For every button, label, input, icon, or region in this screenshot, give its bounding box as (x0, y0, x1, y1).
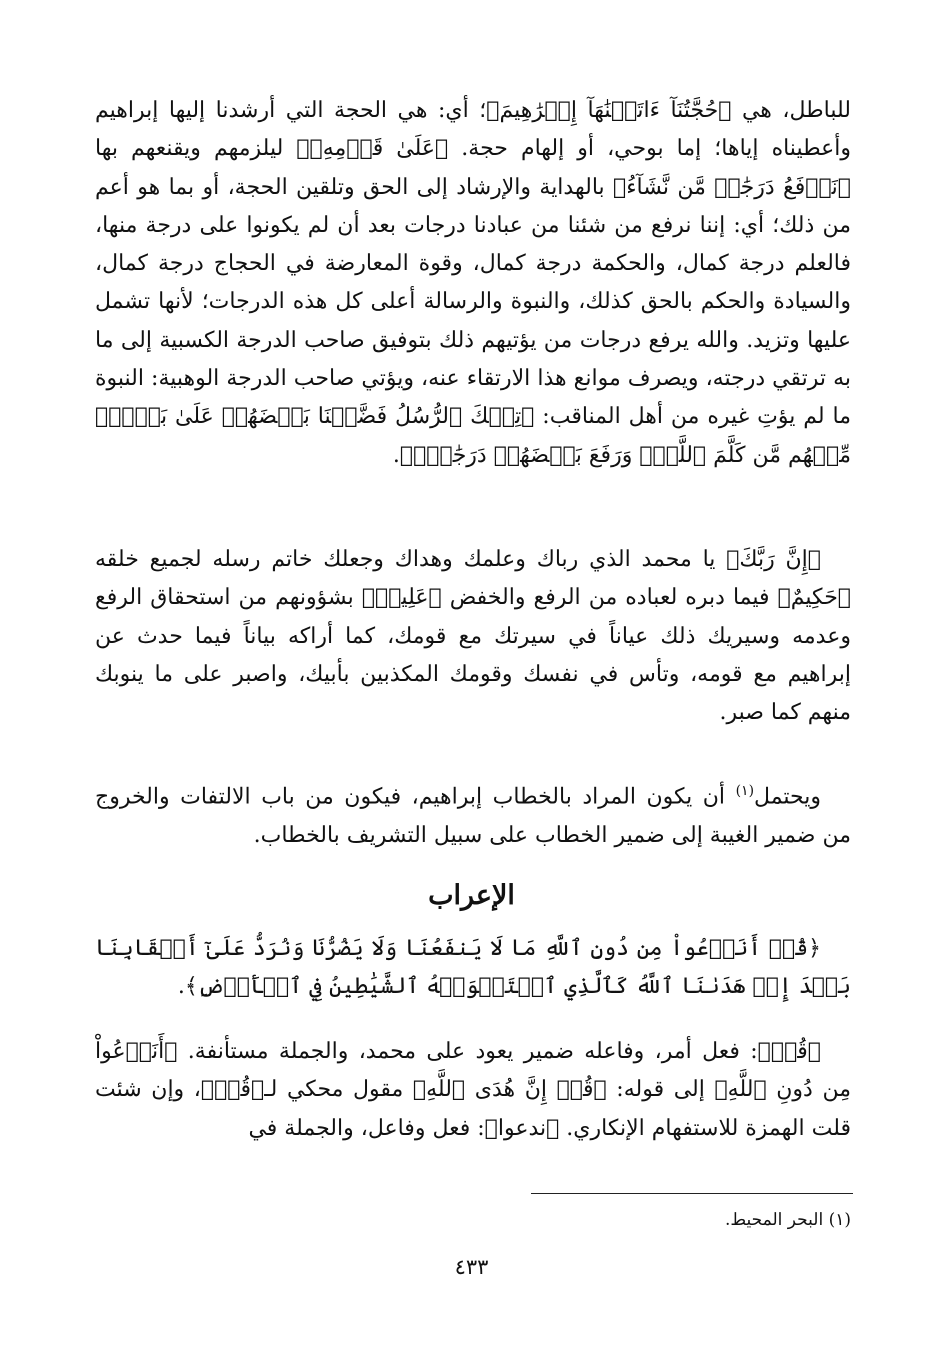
paragraph-text: ﴿قُلۡ﴾: فعل أمر، وفاعله ضمير يعود على محمد، والجملة مستأنفة. ﴿أَنَدۡعُواْ مِن دُونِ ٱللَّهِ﴾ إلى قوله: ﴿قُلۡ إِنَّ هُدَى ٱللَّهِ﴾ مقول محكي لـ﴿قُلۡ﴾، وإن شئت قلت الهمزة للاستفهام الإنكاري. ﴿ندعوا﴾: فعل وفاعل، والجملة في (95, 1039, 851, 1141)
section-heading: الإعراب (428, 880, 515, 911)
commentary-paragraph-2 (95, 541, 851, 732)
quran-verse-block (95, 930, 851, 1007)
paragraph-text: ﴿إِنَّ رَبَّكَ﴾ يا محمد الذي رباك وعلمك وهداك وجعلك خاتم رسله لجميع خلقه ﴿حَكِيمٌ﴾ فيما دبره لعباده من الرفع والخفض ﴿عَلِيمٞ﴾ بشؤونهم من استحقاق الرفع وعدمه وسيريك ذلك عياناً في سيرتك مع قومك، كما أراكه بياناً فيما حدث عن إبراهيم مع قومه، وتأس في نفسك وقومك المكذبين بأبيك، واصبر على ما ينوبك منهم كما صبر. (95, 547, 851, 726)
grammar-paragraph (95, 1033, 851, 1148)
verse-text: ﴿قُلۡ أَنَدۡعُواْ مِن دُونِ ٱللَّهِ مَا لَا يَنفَعُنَا وَلَا يَضُرُّنَا وَنُرَدُّ عَلَىٰٓ أَعۡقَابِنَا بَعۡدَ إِذۡ هَدَىٰنَا ٱللَّهُ كَٱلَّذِي ٱسۡتَهۡوَتۡهُ ٱلشَّيَٰطِينُ فِي ٱلۡأَرۡضِ﴾. (95, 936, 851, 1000)
paragraph-text: للباطل، هي ﴿حُجَّتُنَآ ءَاتَيۡنَٰهَآ إِبۡرَٰهِيمَ﴾؛ أي: هي الحجة التي أرشدنا إليها إبراهيم وأعطيناه إياها؛ إما بوحي، أو إلهام حجة. ﴿عَلَىٰ قَوۡمِهِۦ﴾ ليلزمهم ويقنعهم بها ﴿نَرۡفَعُ دَرَجَٰتٖ مَّن نَّشَآءُ﴾ بالهداية والإرشاد إلى الحق وتلقين الحجة، أو بما هو أعم من ذلك؛ أي: إننا نرفع من شئنا من عبادنا درجات بعد أن لم يكونوا على درجة منها، فالعلم درجة كمال، والحكمة درجة كمال، وقوة المعارضة في الحجاج درجة كمال، والسيادة والحكم بالحق كذلك، والنبوة والرسالة أعلى كل هذه الدرجات؛ لأنها تشمل عليها وتزيد. والله يرفع درجات من يؤتيهم ذلك بتوفيق صاحب الدرجة الكسبية إلى ما به ترتقي درجته، ويصرف موانع هذا الارتقاء عنه، ويؤتي صاحب الدرجة الوهبية: النبوة ما لم يؤتِ غيره من أهل المناقب: ﴿تِلۡكَ ٱلرُّسُلُ فَضَّلۡنَا بَعۡضَهُمۡ عَلَىٰ بَعۡضٖۘ مِّنۡهُم مَّن كَلَّمَ ٱللَّهُۖ وَرَفَعَ بَعۡضَهُمۡ دَرَجَٰتٖۚ﴾. (95, 98, 851, 468)
commentary-paragraph-1 (95, 92, 851, 475)
page-number: ٤٣٣ (454, 1255, 489, 1279)
commentary-paragraph-3 (95, 772, 851, 855)
paragraph-text (95, 772, 851, 855)
footnote-divider (531, 1193, 853, 1194)
footnote: (١) البحر المحيط. (725, 1210, 851, 1230)
footnote-reference: (١) (735, 783, 755, 799)
paragraph-lead: ويحتمل (754, 784, 821, 810)
paragraph-rest: أن يكون المراد بالخطاب إبراهيم، فيكون من باب الالتفات والخروج من ضمير الغيبة إلى ضمير الخطاب على سبيل التشريف بالخطاب. (95, 784, 851, 848)
